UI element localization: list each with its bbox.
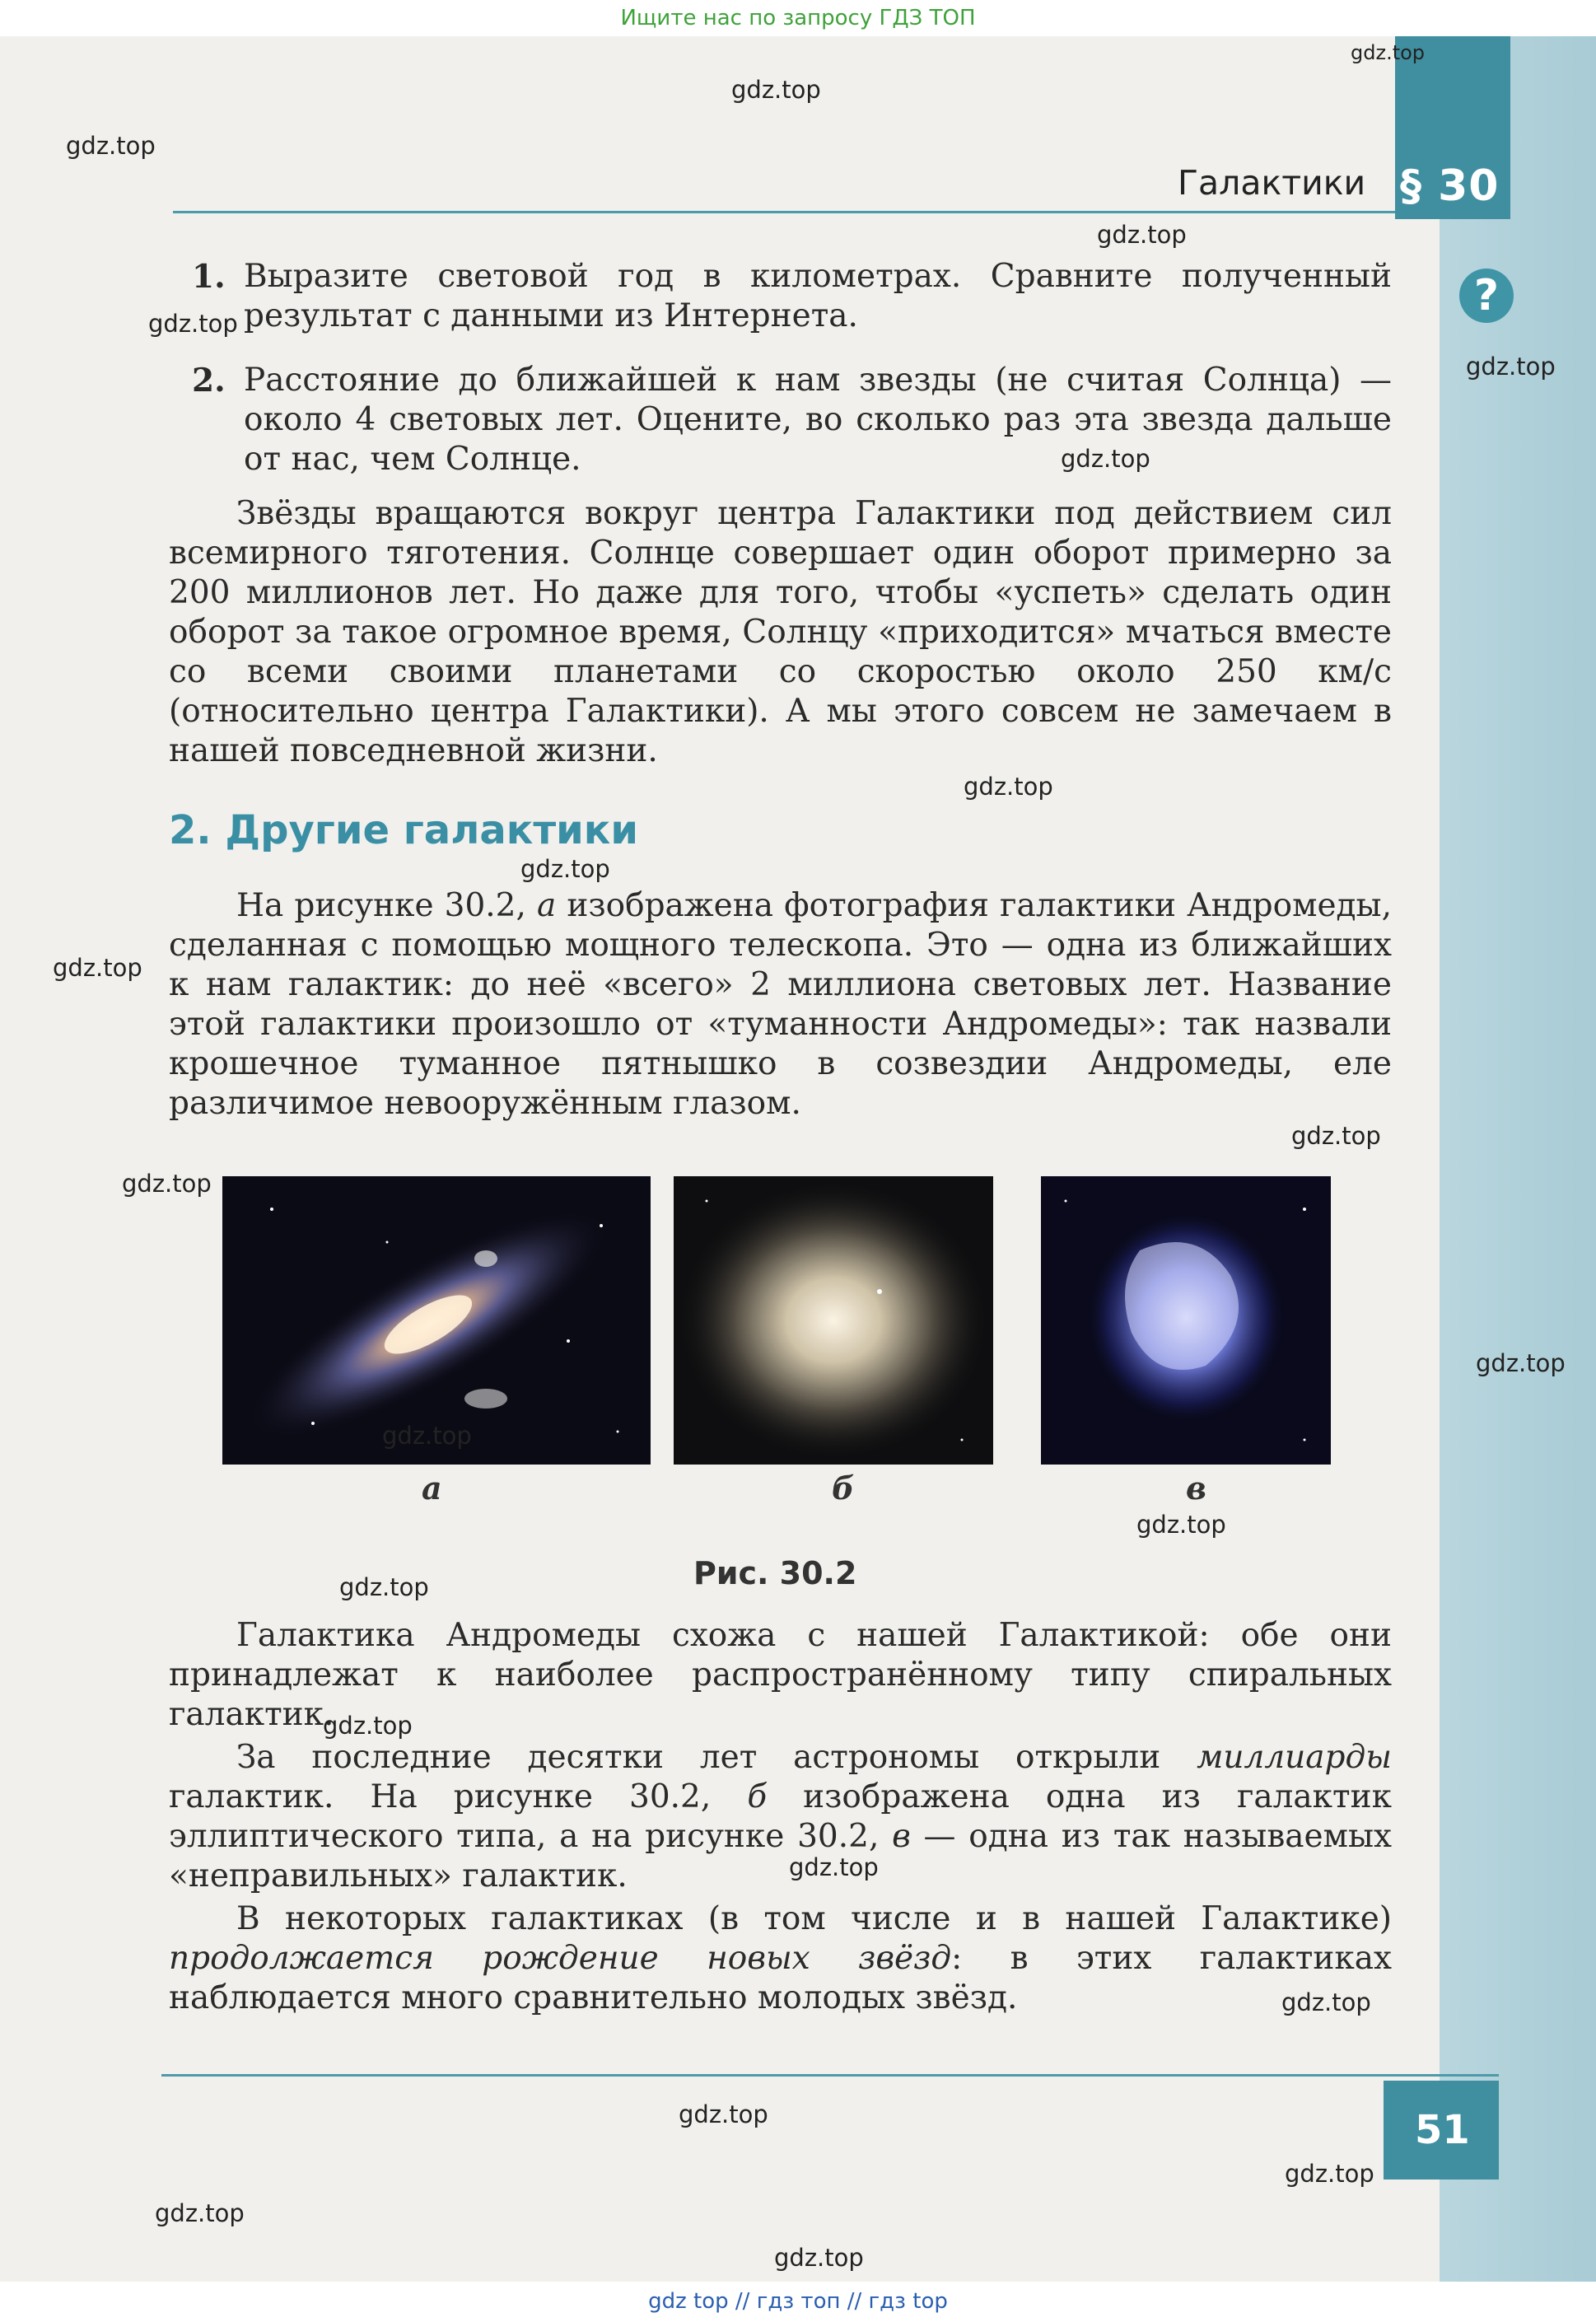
paragraph-andromeda: На рисунке 30.2, а изображена фотография галактики Андромеды, сделанная с помощью мощного телескопа. Это — одна из ближайших к нам галактик: до неё «всего» 2 миллиона световых лет. Название этой галактики произошло от «туманности Андромеды»: так назвали крошечное туманное пятнышко в созвездии Андромеды, еле различимое невооружённым глазом. xyxy=(169,887,1392,1122)
watermark: gdz.top xyxy=(774,2244,864,2272)
question-1 xyxy=(192,257,1392,336)
watermark: gdz.top xyxy=(1466,353,1556,381)
photo-irregular-galaxy xyxy=(1041,1176,1331,1465)
paragraph-star-birth: В некоторых галактиках (в том числе и в нашей Галактике) продолжается рождение новых звёзд: в этих галактиках наблюдается много сравнительно молодых звёзд. xyxy=(169,1900,1392,2016)
section-number: § 30 xyxy=(1400,161,1500,211)
watermark: gdz.top xyxy=(122,1170,212,1198)
paragraph-similar: Галактика Андромеды схожа с нашей Галактикой: обе они принадлежат к наиболее распространённому типу спиральных галактик. xyxy=(169,1617,1392,1733)
figure-label-a: а xyxy=(422,1469,442,1507)
question-1-number: 1. xyxy=(192,258,226,296)
watermark: gdz.top xyxy=(1351,41,1426,64)
question-icon: ? xyxy=(1459,269,1514,323)
watermark: gdz.top xyxy=(964,773,1053,801)
watermark: gdz.top xyxy=(789,1853,879,1881)
subheading-other-galaxies: 2. Другие галактики xyxy=(169,807,638,853)
figure-label-v: в xyxy=(1186,1469,1206,1507)
watermark: gdz.top xyxy=(66,132,156,160)
watermark: gdz.top xyxy=(1291,1122,1381,1150)
question-2-text: Расстояние до ближайшей к нам звезды (не считая Солнца) — около 4 световых лет. Оцените, во сколько раз эта звезда дальше от нас, чем Солнце. xyxy=(244,362,1392,478)
watermark: gdz.top xyxy=(155,2199,245,2227)
watermark: gdz.top xyxy=(520,855,610,883)
watermark: gdz.top xyxy=(53,954,142,982)
watermark: gdz.top xyxy=(1476,1349,1566,1377)
watermark: gdz.top xyxy=(679,2100,768,2128)
bottom-banner[interactable]: gdz top // гдз топ // гдз top xyxy=(0,2282,1596,2322)
watermark: gdz.top xyxy=(731,76,821,104)
question-2-number: 2. xyxy=(192,362,226,399)
figure-caption: Рис. 30.2 xyxy=(693,1555,857,1591)
watermark: gdz.top xyxy=(1281,1988,1371,2016)
question-2 xyxy=(192,361,1392,479)
watermark: gdz.top xyxy=(1285,2160,1374,2188)
header-title: Галактики xyxy=(1178,163,1366,203)
watermark: gdz.top xyxy=(339,1573,429,1601)
watermark: gdz.top xyxy=(148,310,238,338)
header-divider xyxy=(173,211,1395,213)
figure-label-b: б xyxy=(832,1469,855,1507)
watermark: gdz.top xyxy=(323,1712,413,1740)
question-1-text: Выразите световой год в километрах. Сравните полученный результат с данными из Интернета. xyxy=(244,258,1392,334)
paragraph-rotation: Звёзды вращаются вокруг центра Галактики под действием сил всемирного тяготения. Солнце совершает один оборот примерно за 200 миллионов лет. Но даже для того, чтобы «успеть» сделать один оборот за такое огромное время, Солнцу «приходится» мчаться вместе со всеми своими планетами со скоростью около 250 км/с (относительно центра Галактики). А мы этого совсем не замечаем в нашей повседневной жизни. xyxy=(169,495,1392,769)
watermark: gdz.top xyxy=(1136,1511,1226,1539)
paragraph-billions: За последние десятки лет астрономы открыли миллиарды галактик. На рисунке 30.2, б изображена одна из галактик эллиптического типа, а на рисунке 30.2, в — одна из так называемых «неправильных» галактик. xyxy=(169,1739,1392,1895)
photo-elliptical-galaxy xyxy=(674,1176,993,1465)
watermark: gdz.top xyxy=(1061,445,1150,473)
footer-divider xyxy=(161,2074,1499,2077)
top-banner[interactable]: Ищите нас по запросу ГДЗ ТОП xyxy=(0,0,1596,36)
watermark: gdz.top xyxy=(1097,221,1187,249)
watermark: gdz.top xyxy=(382,1422,472,1450)
page-number: 51 xyxy=(1415,2107,1470,2153)
